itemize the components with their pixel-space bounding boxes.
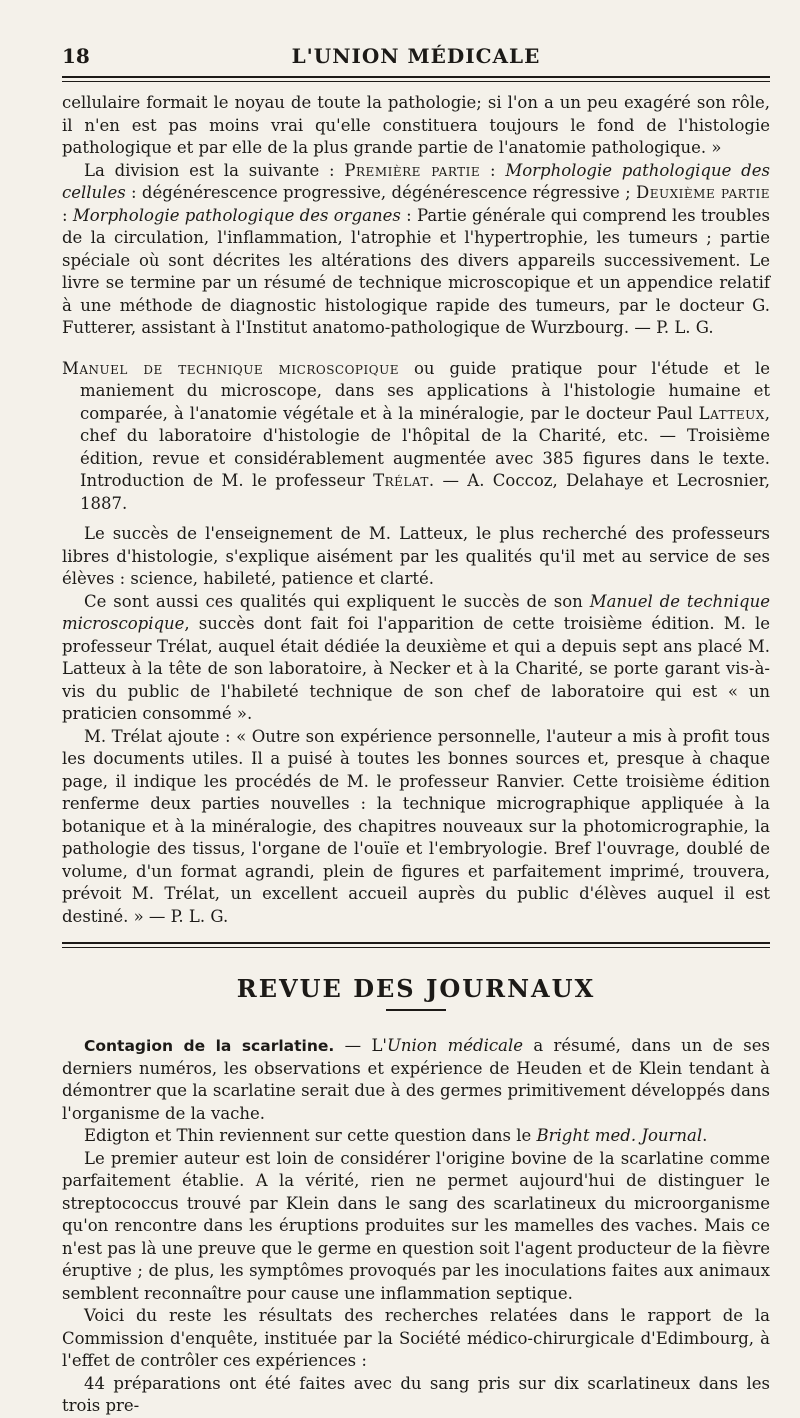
page-content <box>62 92 770 1418</box>
section-divider <box>62 942 770 944</box>
header-rule <box>62 76 770 78</box>
review2-reference: Manuel de technique microscopique ou guide pratique pour l'étude et le maniement du microscope, dans ses applications à l'histologie humaine et comparée, à l'anatomie végétale et à la minéralogie, par le docteur Paul Latteux, chef du laboratoire d'histologie de l'hôpital de la Charité, etc. — Troisième édition, revue et considérablement augmentée avec 385 figures dans le texte. Introduction de M. le professeur Trélat. — A. Coccoz, Delahaye et Lecrosnier, 1887. <box>62 358 770 513</box>
page-header <box>62 0 770 76</box>
article-heading: Contagion de la scarlatine. <box>84 1037 335 1055</box>
page-number: 18 <box>62 44 90 68</box>
section-divider-thin <box>62 947 770 948</box>
part-label-1: Première partie <box>344 160 481 180</box>
review2-paragraph-1: Le succès de l'enseignement de M. Latteux, le plus recherché des professeurs libres d'histologie, s'explique aisément par les qualités qu'il met au service de ses élèves : science, habileté, patience et clarté. <box>62 524 770 588</box>
journal-name: Union médicale <box>386 1036 524 1055</box>
running-title: L'UNION MÉDICALE <box>291 44 541 68</box>
review2-paragraph-2: Ce sont aussi ces qualités qui expliquent le succès de son Manuel de technique microscopique, succès dont fait foi l'apparition de cette troisième édition. M. le professeur Trélat, auquel était dédiée la deuxième et qui a depuis sept ans placé M. Latteux à la tête de son laboratoire, à Necker et à la Charité, se porte garant vis-à-vis du public de l'habileté technique de son chef de laboratoire qui est « un praticien consommé ». <box>62 591 770 723</box>
header-rule-thin <box>62 81 770 82</box>
article-paragraph-3: Le premier auteur est loin de considérer l'origine bovine de la scarlatine comme parfaitement établie. A la vérité, rien ne permet aujourd'hui de distinguer le streptococcus trouvé par Klein dans le sang des scarlatineux du microorganisme qu'on rencontre dans les éruptions produites sur les mamelles des vaches. Mais ce n'est pas là une preuve que le germe en question soit l'agent producteur de la fièvre éruptive ; de plus, les symptômes provoqués par les inoculations faites aux animaux semblent reconnaître pour cause une inflammation septique. <box>62 1148 770 1303</box>
article-paragraph-5: 44 préparations ont été faites avec du sang pris sur dix scarlatineux dans les trois pre- <box>62 1373 770 1415</box>
article-paragraph-4: Voici du reste les résultats des recherches relatées dans le rapport de la Commission d'enquête, instituée par la Société médico-chirurgicale d'Edimbourg, à l'effet de contrôler ces expériences : <box>62 1306 770 1370</box>
title-underline <box>386 1009 446 1011</box>
journal-name-2: Bright med. Journal <box>536 1126 703 1145</box>
part-title-2: Morphologie pathologique des organes <box>72 205 401 225</box>
article-paragraph-2: Edigton et Thin reviennent sur cette question dans le Bright med. Journal. <box>84 1126 708 1145</box>
review2-paragraph-3: M. Trélat ajoute : « Outre son expérience personnelle, l'auteur a mis à profit tous les documents utiles. Il a puisé à toutes les bonnes sources et, presque à chaque page, il indique les procédés de M. le professeur Ranvier. Cette troisième édition renferme deux parties nouvelles : la technique micrographique appliquée à la botanique et à la minéralogie, des chapitres nouveaux sur la photomicrographie, la pathologie des tissus, l'organe de l'ouïe et l'embryologie. Bref l'ouvrage, doublé de volume, d'un format agrandi, plein de figures et parfaitement imprimé, trouvera, prévoit M. Trélat, un excellent accueil auprès du public d'élèves auquel il est destiné. » — P. L. G. <box>62 726 770 926</box>
review1-paragraph-1: cellulaire formait le noyau de toute la pathologie; si l'on a un peu exagéré son rôle, il n'en est pas moins vrai qu'elle constituera toujours le fond de l'histologie pathologique et par elle de la plus grande partie de l'anatomie pathologique. » <box>62 93 770 157</box>
part-title-1: Morphologie pathologique des cellules <box>62 160 770 202</box>
book-title-italic: Manuel de technique microscopique <box>62 591 770 633</box>
article-paragraph-1: Contagion de la scarlatine. — L'Union médicale a résumé, dans un de ses derniers numéros, les observations et expérience de Heuden et de Klein tendant à démontrer que la scarlatine serait due à des germes primitivement développés dans l'organisme de la vache. <box>62 1036 771 1123</box>
part-label-2: Deuxième partie <box>636 183 770 202</box>
section-title: REVUE DES JOURNAUX <box>236 974 596 1003</box>
book-title: Manuel de technique microscopique <box>62 358 399 378</box>
book-author: Latteux <box>698 403 765 423</box>
review1-paragraph-2: La division est la suivante : Première partie : Morphologie pathologique des cellules : dégénérescence progressive, dégénérescence régressive ; Deuxième partie : Morphologie pathologique des organes : Partie générale qui comprend les troubles de la circulation, l'inflammation, l'atrophie et l'hypertrophie, les tumeurs ; partie spéciale où sont décrites les altérations des divers appareils successivement. Le livre se termine par un résumé de technique microscopique et un appendice relatif à une méthode de diagnostic histologique rapide des tumeurs, par le docteur G. Futterer, assistant à l'Institut anatomo-pathologique de Wurzbourg. — P. L. G. <box>62 160 770 337</box>
intro-author: Trélat <box>373 471 429 490</box>
